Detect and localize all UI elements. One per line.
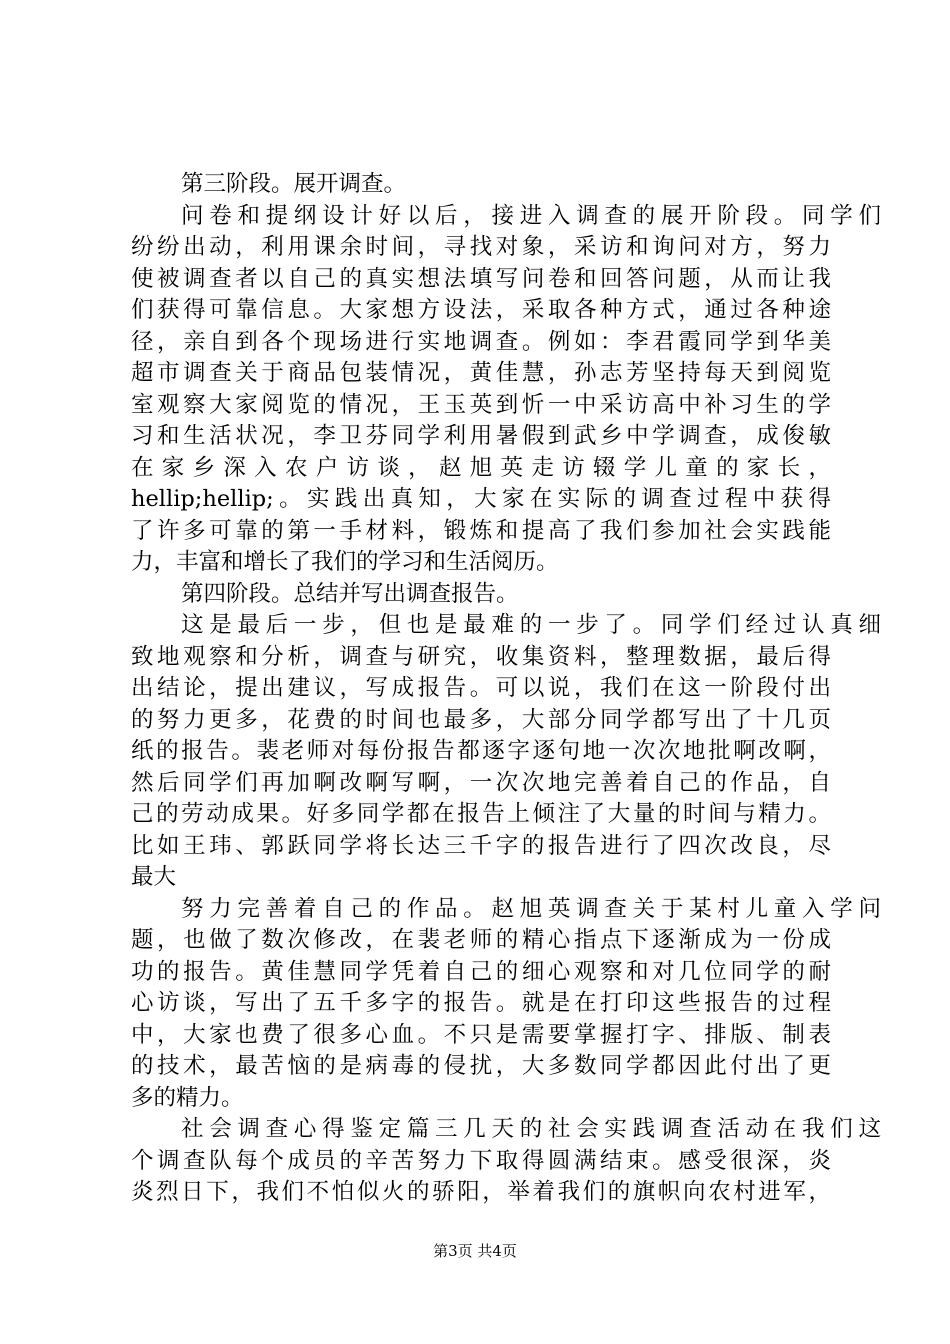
text-line: 的技术，最苦恼的是病毒的侵扰，大多数同学都因此付出了更 xyxy=(131,1053,831,1079)
text-line: 炎烈日下，我们不怕似火的骄阳，举着我们的旗帜向农村进军， xyxy=(131,1179,831,1205)
text-line: 使被调查者以自己的真实想法填写问卷和回答问题，从而让我 xyxy=(131,265,831,292)
text-line: 第四阶段。总结并写出调查报告。 xyxy=(181,580,519,607)
text-line: 习和生活状况，李卫芬同学利用暑假到武乡中学调查，成俊敏 xyxy=(131,423,831,449)
text-line: 力，丰富和增长了我们的学习和生活阅历。 xyxy=(131,549,559,575)
text-line: 纷纷出动，利用课余时间，寻找对象，采访和询问对方，努力 xyxy=(131,234,831,260)
text-line: 中，大家也费了很多心血。不只是需要掌握打字、排版、制表 xyxy=(131,1021,831,1048)
text-line: 个调查队每个成员的辛苦努力下取得圆满结束。感受很深，炎 xyxy=(131,1147,831,1174)
text-line: 心访谈，写出了五千多字的报告。就是在打印这些报告的过程 xyxy=(131,990,831,1016)
text-line: 的努力更多，花费的时间也最多，大部分同学都写出了十几页 xyxy=(131,706,831,733)
text-line: hellip;hellip;。实践出真知，大家在实际的调查过程中获得 xyxy=(131,486,831,512)
document-body xyxy=(131,169,881,1209)
text-line: 然后同学们再加啊改啊写啊，一次次地完善着自己的作品，自 xyxy=(131,769,831,796)
text-line: 们获得可靠信息。大家想方设法，采取各种方式，通过各种途 xyxy=(131,297,831,323)
text-line: 了许多可靠的第一手材料，锻炼和提高了我们参加社会实践能 xyxy=(131,517,831,544)
text-line: 社会调查心得鉴定篇三几天的社会实践调查活动在我们这 xyxy=(181,1116,881,1142)
text-line: 最大 xyxy=(131,864,177,890)
text-line: 超市调查关于商品包装情况，黄佳慧，孙志芳坚持每天到阅览 xyxy=(131,360,831,386)
text-line: 径，亲自到各个现场进行实地调查。例如：李君霞同学到华美 xyxy=(131,328,831,355)
text-line: 多的精力。 xyxy=(131,1084,244,1111)
text-line: 这是最后一步，但也是最难的一步了。同学们经过认真细 xyxy=(181,612,881,638)
text-line: 努力完善着自己的作品。赵旭英调查关于某村儿童入学问 xyxy=(181,895,881,922)
text-line: 第三阶段。展开调查。 xyxy=(181,171,407,197)
text-line: 出结论，提出建议，写成报告。可以说，我们在这一阶段付出 xyxy=(131,675,831,701)
text-line: 纸的报告。裴老师对每份报告都逐字逐句地一次次地批啊改啊， xyxy=(131,738,831,764)
text-line: 致地观察和分析，调查与研究，收集资料，整理数据，最后得 xyxy=(131,643,831,670)
text-line: 室观察大家阅览的情况，王玉英到忻一中采访高中补习生的学 xyxy=(131,391,831,418)
text-line: 题，也做了数次修改，在裴老师的精心指点下逐渐成为一份成 xyxy=(131,927,831,953)
text-line: 问卷和提纲设计好以后，接进入调查的展开阶段。同学们 xyxy=(181,202,881,229)
text-line: 功的报告。黄佳慧同学凭着自己的细心观察和对几位同学的耐 xyxy=(131,958,831,985)
text-line: 己的劳动成果。好多同学都在报告上倾注了大量的时间与精力。 xyxy=(131,801,831,827)
page-footer: 第3页 共4页 xyxy=(433,1242,517,1260)
text-line: 在家乡深入农户访谈，赵旭英走访辍学儿童的家长， xyxy=(131,454,831,481)
text-line: 比如王玮、郭跃同学将长达三千字的报告进行了四次改良，尽 xyxy=(131,832,831,859)
